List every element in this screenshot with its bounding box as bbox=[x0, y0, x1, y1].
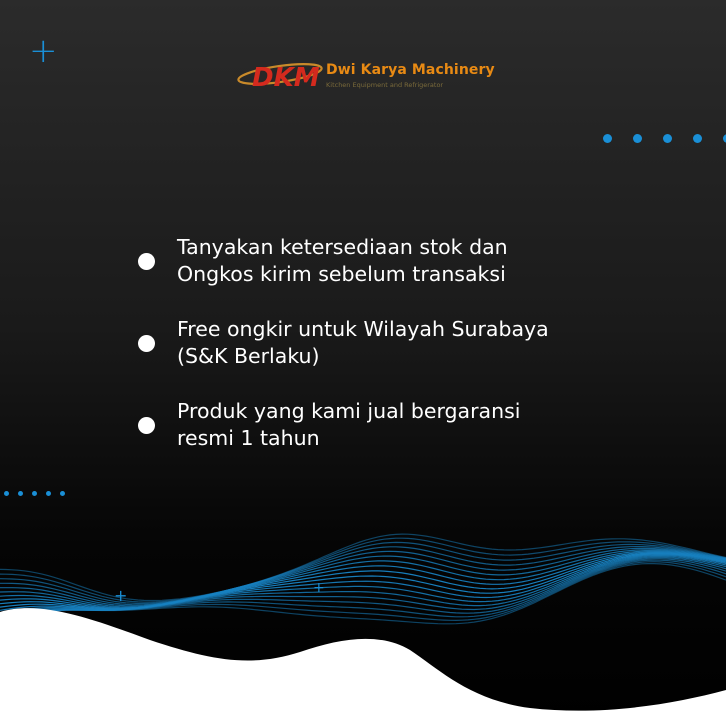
list-item-line: Tanyakan ketersediaan stok dan bbox=[177, 235, 508, 259]
brand-tagline: Kitchen Equipment and Refrigerator bbox=[326, 81, 444, 89]
plus-icon: + bbox=[313, 580, 325, 596]
list-item-line: Ongkos kirim sebelum transaksi bbox=[177, 262, 506, 286]
white-wave-shape bbox=[0, 608, 726, 726]
wave-lines bbox=[0, 534, 726, 624]
brand-name: Dwi Karya Machinery bbox=[326, 62, 495, 78]
wave-line bbox=[0, 560, 726, 621]
wave-line bbox=[0, 564, 726, 624]
list-item-line: Produk yang kami jual bergaransi bbox=[177, 399, 521, 423]
plus-icon: + bbox=[29, 31, 58, 71]
list-item-line: resmi 1 tahun bbox=[177, 426, 320, 450]
plus-icon: + bbox=[114, 586, 128, 605]
list-item-line: (S&K Berlaku) bbox=[177, 344, 320, 368]
svg-text:DKM: DKM bbox=[252, 63, 320, 93]
list-item-line: Free ongkir untuk Wilayah Surabaya bbox=[177, 317, 549, 341]
